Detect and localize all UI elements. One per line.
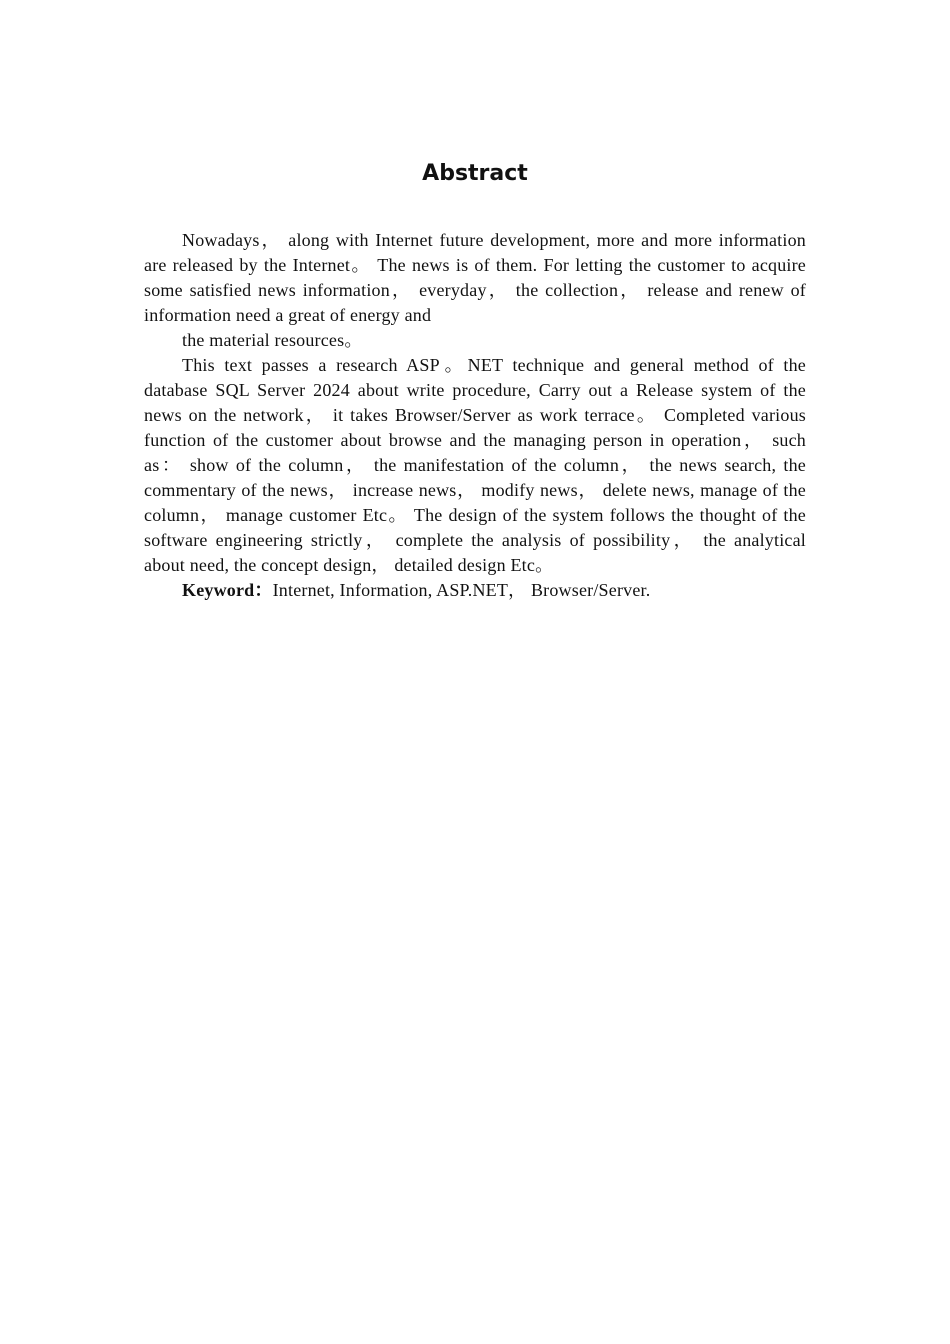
keywords-text: Internet, Information, ASP.NET， Browser/Server.	[272, 580, 651, 600]
abstract-paragraph-1: Nowadays， along with Internet future development, more and more information are released by the Internet。 The news is of them. For letting the customer to acquire some satisfied news information， everyday， the collection， release and renew of information need a great of energy and	[144, 230, 806, 325]
abstract-paragraph-2: This text passes a research ASP。NET technique and general method of the database SQL Server 2024 about write procedure, Carry out a Release system of the news on the network， it takes Browser/Server as work terrace。 Completed various function of the customer about browse and the managing person in operation， such as： show of the column， the manifestation of the column， the news search, the commentary of the news， increase news， modify news， delete news, manage of the column， manage customer Etc。 The design of the system follows the thought of the software engineering strictly， complete the analysis of possibility， the analytical about need, the concept design， detailed design Etc。	[144, 355, 806, 575]
abstract-body	[144, 228, 806, 603]
keywords-line	[144, 578, 806, 603]
abstract-title: Abstract	[422, 161, 528, 186]
keywords-label: Keyword：	[182, 580, 273, 600]
abstract-paragraph-1-tail: the material resources。	[182, 330, 363, 350]
